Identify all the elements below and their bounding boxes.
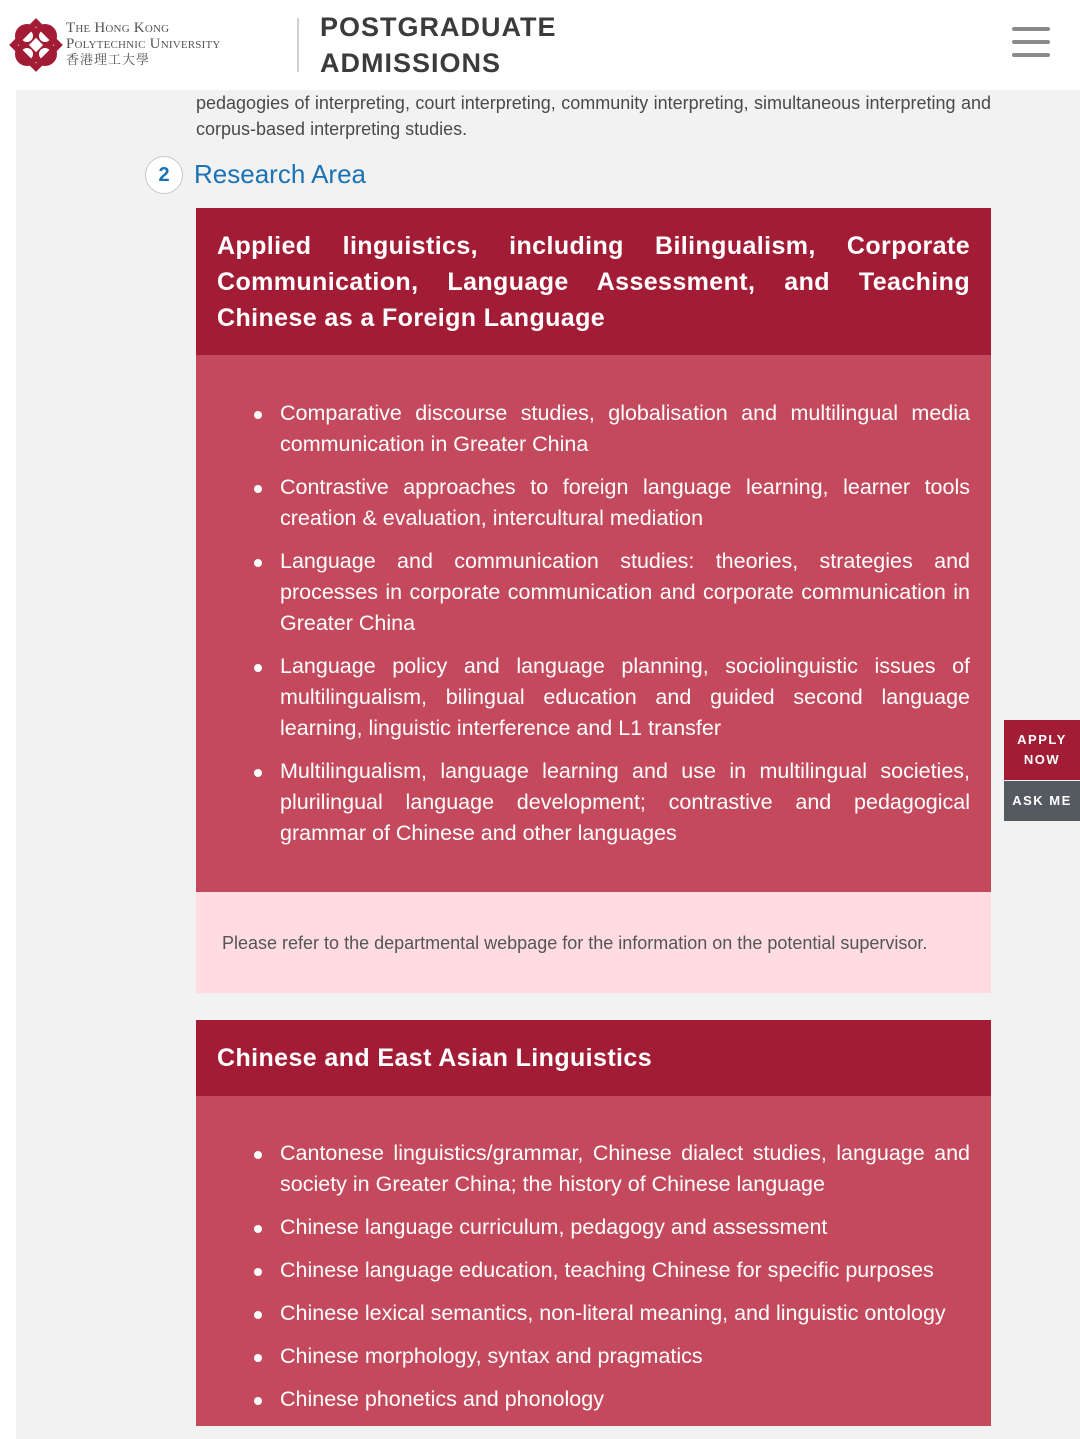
card-title <box>196 1020 991 1096</box>
university-name-chinese: 香港理工大學 <box>66 52 151 67</box>
polyu-logo-icon[interactable] <box>9 18 63 72</box>
topic-item: Contrastive approaches to foreign language learning, learner tools creation & evaluation, intercultural mediation <box>280 472 970 534</box>
card-title <box>196 208 991 355</box>
topic-item: Chinese language education, teaching Chinese for specific purposes <box>280 1255 970 1286</box>
topic-item: Chinese phonetics and phonology <box>280 1384 970 1415</box>
apply-now-button[interactable] <box>1004 720 1080 780</box>
topic-item: Multilingualism, language learning and use in multilingual societies, plurilingual language development; contrastive and pedagogical grammar of Chinese and other languages <box>280 756 970 849</box>
supervisor-note-text: Please refer to the departmental webpage for the information on the potential supervisor. <box>222 932 928 953</box>
university-name-line-1: The Hong Kong <box>66 20 170 36</box>
topic-item: Comparative discourse studies, globalisation and multilingual media communication in Greater China <box>280 398 970 460</box>
header-divider <box>297 18 299 72</box>
topic-list <box>196 398 991 849</box>
apply-now-label-line-1: APPLY <box>1017 732 1067 747</box>
programme-description-text: pedagogies of interpreting, court interpreting, community interpreting, simultaneous interpreting and corpus-based interpreting studies. <box>196 93 991 139</box>
topic-item: Language and communication studies: theories, strategies and processes in corporate communication and corporate communication in Greater China <box>280 546 970 639</box>
topic-list <box>196 1138 991 1415</box>
ask-me-button[interactable]: ASK ME <box>1004 781 1080 821</box>
site-header <box>0 0 1080 90</box>
card-title-text: Chinese and East Asian Linguistics <box>217 1044 652 1072</box>
research-area-card-chinese-east-asian-linguistics <box>196 1020 991 1426</box>
topic-item: Cantonese linguistics/grammar, Chinese dialect studies, language and society in Greater China; the history of Chinese language <box>280 1138 970 1200</box>
topic-item: Chinese lexical semantics, non-literal meaning, and linguistic ontology <box>280 1298 970 1329</box>
site-title[interactable] <box>320 9 557 81</box>
site-title-line-1: POSTGRADUATE <box>320 12 557 42</box>
university-name-line-2: Polytechnic University <box>66 36 221 52</box>
research-area-card-applied-linguistics <box>196 208 991 993</box>
supervisor-note <box>196 892 991 993</box>
card-topics <box>196 1096 991 1426</box>
card-title-text: Applied linguistics, including Bilingualism, Corporate Communication, Language Assessment, and Teaching Chinese as a Foreign Language <box>217 231 970 332</box>
topic-item: Language policy and language planning, sociolinguistic issues of multilingualism, bilingual education and guided second language learning, linguistic interference and L1 transfer <box>280 651 970 744</box>
card-topics <box>196 355 991 892</box>
section-title: Research Area <box>194 159 366 189</box>
step-number-badge: 2 <box>145 156 183 194</box>
site-title-line-2: ADMISSIONS <box>320 48 502 78</box>
topic-item: Chinese morphology, syntax and pragmatics <box>280 1341 970 1372</box>
university-name[interactable] <box>66 20 221 68</box>
hamburger-menu-icon[interactable] <box>1012 27 1050 61</box>
apply-now-label-line-2: NOW <box>1023 752 1061 767</box>
topic-item: Chinese language curriculum, pedagogy and assessment <box>280 1212 970 1243</box>
